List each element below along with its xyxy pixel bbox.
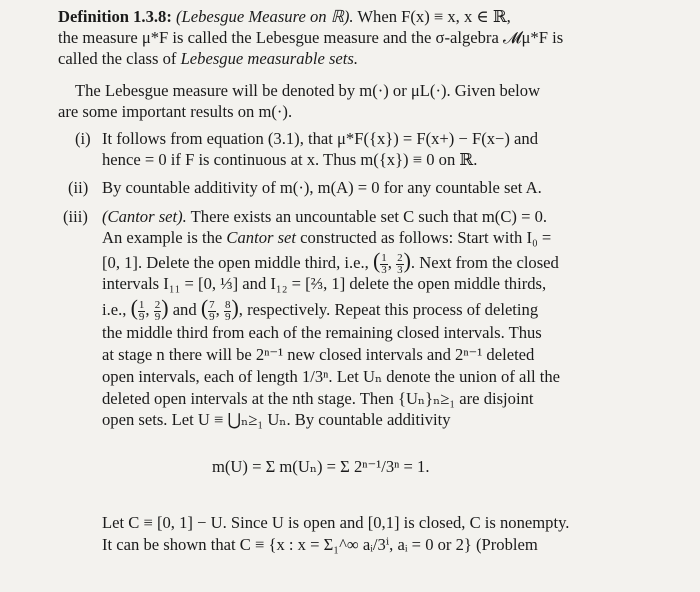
item-iii-line-1-text: There exists an uncountable set C such that m(C) = 0.: [190, 207, 548, 226]
item-iii-line-2-a: An example is the: [102, 228, 227, 247]
definition-subtitle: (Lebesgue Measure on ℝ).: [176, 7, 354, 26]
frac-two-ninths: $\frac{2}{9}$: [154, 299, 161, 323]
definition-line-1-rest: When F(x) ≡ x, x ∈ ℝ,: [357, 7, 511, 26]
paren-close: ): [403, 248, 411, 273]
definition-line-2: the measure μ*F is called the Lebesgue measure and the σ-algebra 𝓜μ*F is: [58, 28, 564, 47]
item-iii-line-4: intervals I₁₁ = [0, ⅓] and I₁₂ = [⅔, 1] delete the open middle thirds,: [102, 274, 547, 293]
item-iii-line-10: open sets. Let U ≡ ⋃ₙ≥₁ Uₙ. By countable additivity: [102, 410, 451, 429]
definition-line-3-emph: Lebesgue measurable sets.: [180, 49, 358, 68]
item-i-line-1: It follows from equation (3.1), that μ*F({x}) = F(x+) − F(x−) and: [102, 129, 539, 148]
item-iii-label: (iii): [63, 207, 88, 226]
paren-open: (: [372, 248, 381, 273]
item-iii-line-5: i.e., ( $\frac{1}{9}$ , $\frac{2}{9}$ ) and ( $\frac{7}{9}$ , $\frac{8}{9}$ ), respectively. Repeat this process of deleting: [102, 295, 539, 323]
paragraph-line-2: are some important results on m(·).: [58, 102, 293, 121]
item-iii-line-2: [102, 227, 551, 249]
item-iii-line-5-a: i.e.,: [102, 300, 127, 319]
item-iii-line-5-and: and: [172, 300, 197, 319]
final-line-2: It can be shown that C ≡ {x : x = Σ₁^∞ aᵢ/3ⁱ, aᵢ = 0 or 2} (Problem: [102, 535, 538, 554]
frac-two-thirds: $\frac{2}{3}$: [397, 252, 403, 276]
frac-eight-ninths: $\frac{8}{9}$: [224, 299, 231, 323]
item-iii-line-1: [102, 206, 547, 228]
item-i-label: (i): [75, 129, 91, 148]
item-iii-line-3-a: [0, 1]. Delete the open middle third, i.e.,: [102, 253, 369, 272]
item-iii-line-8: open intervals, each of length 1/3ⁿ. Let Uₙ denote the union of all the: [102, 367, 560, 386]
definition-line-1: [58, 6, 511, 28]
item-ii-line-1: By countable additivity of m(·), m(A) = 0 for any countable set A.: [102, 178, 542, 197]
final-line-1: Let C ≡ [0, 1] − U. Since U is open and [0,1] is closed, C is nonempty.: [102, 513, 570, 532]
paragraph-line-1: The Lebesgue measure will be denoted by m(·) or μL(·). Given below: [75, 81, 541, 100]
item-iii-line-3: [0, 1]. Delete the open middle third, i.e., ( $\frac{1}{3}$ , $\frac{2}{3}$ ). Next from the closed: [102, 248, 559, 276]
definition-line-3-text: called the class of: [58, 49, 181, 68]
frac-seven-ninths: $\frac{7}{9}$: [209, 299, 215, 323]
display-equation: m(U) = Σ m(Uₙ) = Σ 2ⁿ⁻¹/3ⁿ = 1.: [212, 457, 430, 476]
item-iii-line-5-c: , respectively. Repeat this process of deleting: [238, 300, 539, 319]
item-iii-line-9: deleted open intervals at the nth stage. Then {Uₙ}ₙ≥₁ are disjoint: [102, 389, 534, 408]
cantor-set-title: (Cantor set).: [102, 207, 187, 226]
frac-one-third: $\frac{1}{3}$: [381, 252, 387, 276]
item-iii-line-6: the middle third from each of the remaining closed intervals. Thus: [102, 323, 542, 342]
item-ii-label: (ii): [68, 178, 89, 197]
item-iii-line-3-b: . Next from the closed: [410, 253, 559, 272]
definition-line-3: [58, 48, 358, 70]
definition-title: Definition 1.3.8:: [58, 7, 172, 26]
cantor-set-emph: Cantor set: [226, 228, 297, 247]
item-i-line-2: hence = 0 if F is continuous at x. Thus m({x}) ≡ 0 on ℝ.: [102, 150, 478, 169]
item-iii-line-2-c: constructed as follows: Start with I₀ =: [296, 228, 552, 247]
item-iii-line-7: at stage n there will be 2ⁿ⁻¹ new closed intervals and 2ⁿ⁻¹ deleted: [102, 345, 535, 364]
frac-one-ninth: $\frac{1}{9}$: [138, 299, 145, 323]
